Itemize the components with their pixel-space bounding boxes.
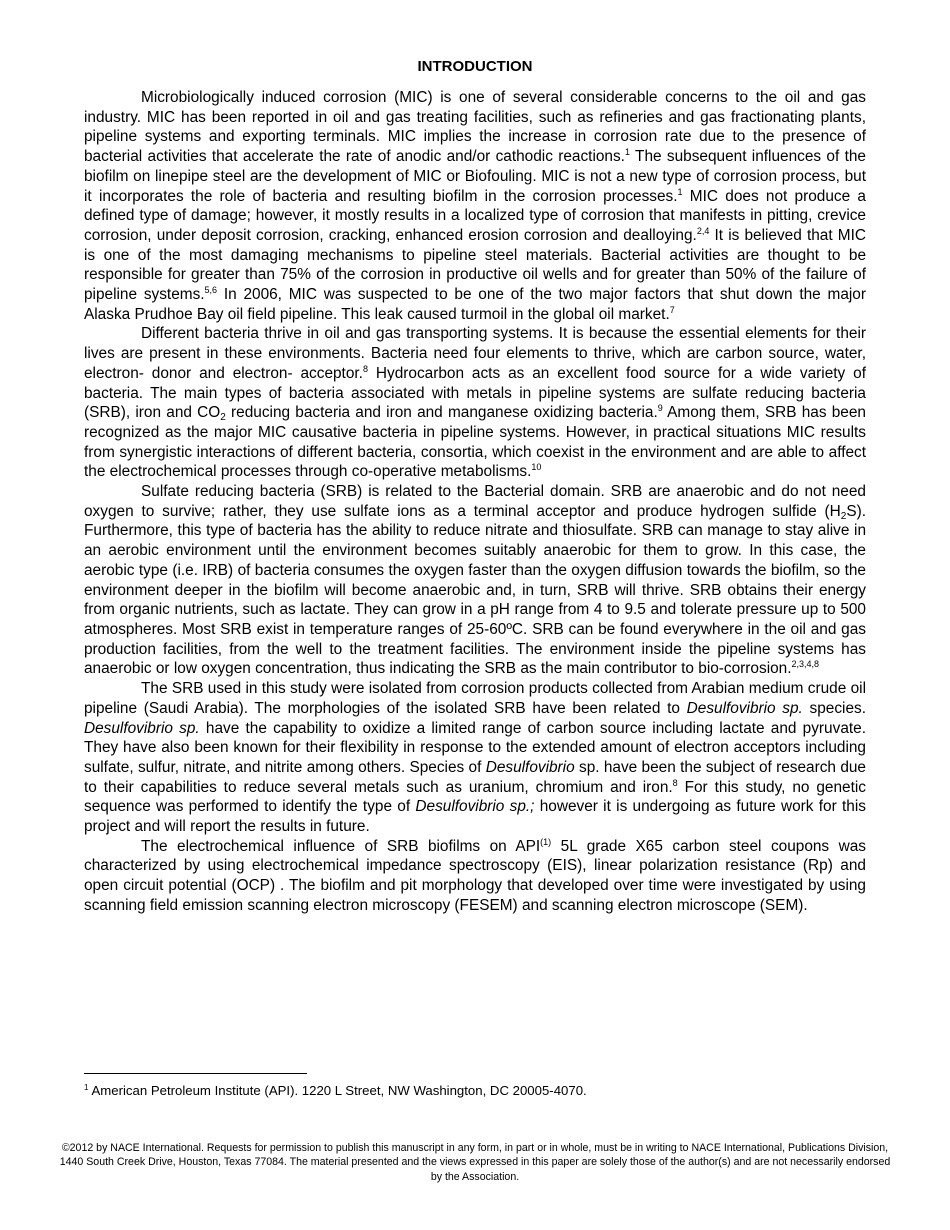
text-run: It is believed that MIC is one of the most damaging mechanisms to pipeline steel materials. Bacterial activities are thought to be responsible for greater than 75% of the corrosion in productive oil wells and for greater than 50% of the failure of pipeline systems.	[84, 226, 866, 304]
footnote-divider	[84, 1073, 307, 1074]
footnote	[84, 1082, 866, 1099]
text-run: S). Furthermore, this type of bacteria has the ability to reduce nitrate and thiosulfate. SRB can manage to stay alive in an aerobic environment until the environment becomes suitably anaerobic for them to grow. In this case, the aerobic type (i.e. IRB) of bacteria consumes the oxygen faster than the oxygen diffusion towards the biofilm, so the environment deeper in the biofilm will become anaerobic and, in turn, SRB will thrive. SRB obtains their energy from organic nutrients, such as lactate. They can grow in a pH range from 4 to 9.5 and tolerate pressure up to 500 atmospheres. Most SRB exist in temperature ranges of 25-60ºC. SRB can be found everywhere in the oil and gas production facilities, from the well to the treatment facilities. The environment inside the pipeline systems has anaerobic or low oxygen concentration, thus indicating the SRB as the main contributor to bio-corrosion.	[84, 502, 866, 678]
italic-term: Desulfovibrio sp.	[686, 699, 803, 717]
citation-ref: 8	[362, 363, 368, 374]
text-run: sp. have been the subject of research due to their capabilities to reduce several metals such as uranium, chromium and iron.	[84, 758, 866, 796]
copyright-notice: ©2012 by NACE International. Requests for permission to publish this manuscript in any form, in part or in whole, must be in writing to NACE International, Publications Division, 1440 South Creek Drive, Houston, Texas 77084. The material presented and the views expressed in this paper are solely those of the author(s) and are not necessarily endorsed by the Association.	[59, 1142, 891, 1183]
text-run: The subsequent influences of the biofilm on linepipe steel are the development of MIC or Biofouling. MIC is not a new type of corrosion process, but it incorporates the role of bacteria and resulting biofilm in the corrosion processes.	[84, 148, 866, 205]
citation-ref: 1	[624, 147, 630, 158]
section-title: INTRODUCTION	[417, 58, 533, 75]
italic-term: Desulfovibrio sp.	[84, 719, 200, 737]
paragraph	[84, 837, 866, 916]
text-run: MIC does not produce a defined type of damage; however, it mostly results in a localized type of corrosion that manifests in pitting, crevice corrosion, under deposit corrosion, cracking, enhanced erosion corrosion and dealloying.	[84, 187, 866, 244]
citation-ref: (1)	[540, 836, 552, 847]
text-run: reducing bacteria and iron and manganese oxidizing bacteria.	[225, 404, 658, 422]
text-run: In 2006, MIC was suspected to be one of the two major factors that shut down the major Alaska Prudhoe Bay oil field pipeline. This leak caused turmoil in the global oil market.	[84, 286, 866, 323]
citation-ref: 9	[657, 403, 663, 414]
text-run: have the capability to oxidize a limited range of carbon source including lactate and pyruvate. They have also been known for their flexibility in response to the extended amount of electron acceptors including sulfate, sulfur, nitrate, and nitrite among others. Species of	[84, 719, 866, 776]
text-run: Microbiologically induced corrosion (MIC) is one of several considerable concerns to the oil and gas industry. MIC has been reported in oil and gas treating facilities, such as refineries and gas fractionating plants, pipeline systems and exporting terminals. MIC implies the increase in corrosion rate due to the presence of bacterial activities that accelerate the rate of anodic and/or cathodic reactions.	[84, 89, 866, 166]
paragraph	[84, 88, 866, 324]
text-run: Sulfate reducing bacteria (SRB) is related to the Bacterial domain. SRB are anaerobic and do not need oxygen to survive; rather, they use sulfate ions as a terminal acceptor and produce hydrogen sulfide (H	[84, 483, 866, 520]
citation-ref: 10	[531, 462, 542, 473]
paragraph	[84, 679, 866, 837]
text-run: Among them, SRB has been recognized as the major MIC causative bacteria in pipeline systems. However, in practical situations MIC results from synergistic interactions of different bacteria, consortia, which coexist in the environment and are able to affect the electrochemical processes through co-operative metabolisms.	[84, 404, 866, 481]
citation-ref: 1	[677, 186, 683, 197]
text-run: For this study, no genetic sequence was performed to identify the type of	[84, 778, 866, 816]
text-run: 5L grade X65 carbon steel coupons was characterized by using electrochemical impedance spectroscopy (EIS), linear polarization resistance (Rp) and open circuit potential (OCP) . The biofilm and pit morphology that developed over time were investigated by using scanning field emission scanning electron microscopy (FESEM) and scanning electron microscope (SEM).	[84, 837, 866, 914]
text-run: Hydrocarbon acts as an excellent food source for a wide variety of bacteria. The main types of bacteria associated with metals in pipeline systems are sulfate reducing bacteria (SRB), iron and CO	[84, 364, 866, 422]
subscript: 2	[220, 412, 226, 424]
citation-ref: 8	[672, 777, 678, 788]
italic-term: Desulfovibrio	[485, 758, 575, 776]
paragraph	[84, 324, 866, 482]
body-text	[84, 88, 866, 916]
subscript: 2	[840, 510, 847, 522]
page-content	[84, 0, 866, 916]
italic-term: Desulfovibrio sp.;	[415, 798, 535, 816]
footnote-marker: 1	[84, 1083, 89, 1092]
citation-ref: 2,3,4,8	[791, 659, 820, 670]
footnote-text: American Petroleum Institute (API). 1220 L Street, NW Washington, DC 20005-4070.	[91, 1083, 587, 1098]
citation-ref: 5,6	[204, 285, 218, 296]
text-run: however it is undergoing as future work for this project and will report the results in future.	[84, 798, 866, 836]
text-run: The SRB used in this study were isolated from corrosion products collected from Arabian medium crude oil pipeline (Saudi Arabia). The morphologies of the isolated SRB have been related to	[84, 680, 866, 717]
citation-ref: 7	[669, 304, 675, 315]
text-run: The electrochemical influence of SRB biofilms on API	[141, 837, 541, 855]
citation-ref: 2,4	[696, 225, 710, 236]
text-run: Different bacteria thrive in oil and gas transporting systems. It is because the essential elements for their lives are present in these environments. Bacteria need four elements to thrive, which are carbon source, water, electron- donor and electron- acceptor.	[84, 325, 866, 382]
paragraph	[84, 482, 866, 679]
text-run: species.	[802, 699, 866, 717]
